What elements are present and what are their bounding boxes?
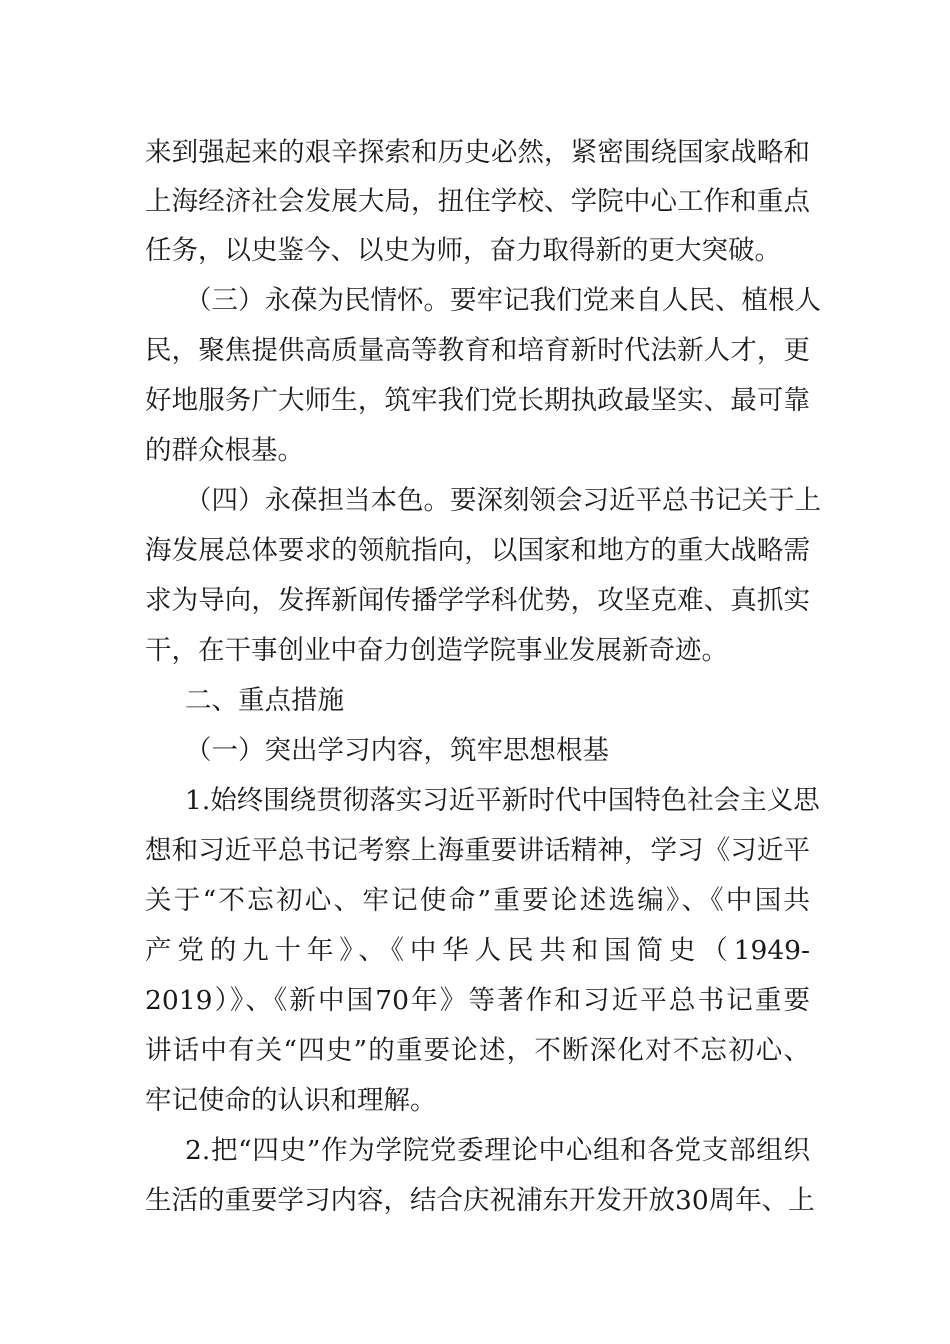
text-line: 民，聚焦提供高质量高等教育和培育新时代法新人才，更 <box>145 335 810 366</box>
text-line: 生活的重要学习内容，结合庆祝浦东开发开放30周年、上 <box>145 1185 815 1216</box>
text-line: 二、重点措施 <box>185 685 344 716</box>
text-line: （三）永葆为民情怀。要牢记我们党来自人民、植根人 <box>185 285 821 316</box>
text-line: 任务，以史鉴今、以史为师，奋力取得新的更大突破。 <box>145 235 781 266</box>
text-line: 想和习近平总书记考察上海重要讲话精神，学习《习近平 <box>145 835 810 866</box>
text-line: 讲话中有关“四史”的重要论述，不断深化对不忘初心、 <box>145 1035 810 1066</box>
text-line: 2019）》、《新中国70年》等著作和习近平总书记重要 <box>145 985 810 1016</box>
text-line: （一）突出学习内容，筑牢思想根基 <box>185 735 609 766</box>
text-line: 1.始终围绕贯彻落实习近平新时代中国特色社会主义思 <box>185 785 820 816</box>
text-line: 产党的九十年》、《中华人民共和国简史（1949- <box>145 935 810 966</box>
text-line: 好地服务广大师生，筑牢我们党长期执政最坚实、最可靠 <box>145 385 810 416</box>
text-line: 上海经济社会发展大局，扭住学校、学院中心工作和重点 <box>145 186 810 217</box>
text-line: 干，在干事创业中奋力创造学院事业发展新奇迹。 <box>145 635 728 666</box>
text-line: 求为导向，发挥新闻传播学学科优势，攻坚克难、真抓实 <box>145 585 810 616</box>
text-line: （四）永葆担当本色。要深刻领会习近平总书记关于上 <box>185 485 821 516</box>
text-line: 来到强起来的艰辛探索和历史必然，紧密围绕国家战略和 <box>145 137 810 168</box>
text-line: 牢记使命的认识和理解。 <box>145 1085 437 1116</box>
text-line: 2.把“四史”作为学院党委理论中心组和各党支部组织 <box>185 1135 810 1166</box>
text-line: 的群众根基。 <box>145 435 304 466</box>
text-line: 海发展总体要求的领航指向，以国家和地方的重大战略需 <box>145 535 810 566</box>
text-line: 关于“不忘初心、牢记使命”重要论述选编》、《中国共 <box>145 885 810 916</box>
